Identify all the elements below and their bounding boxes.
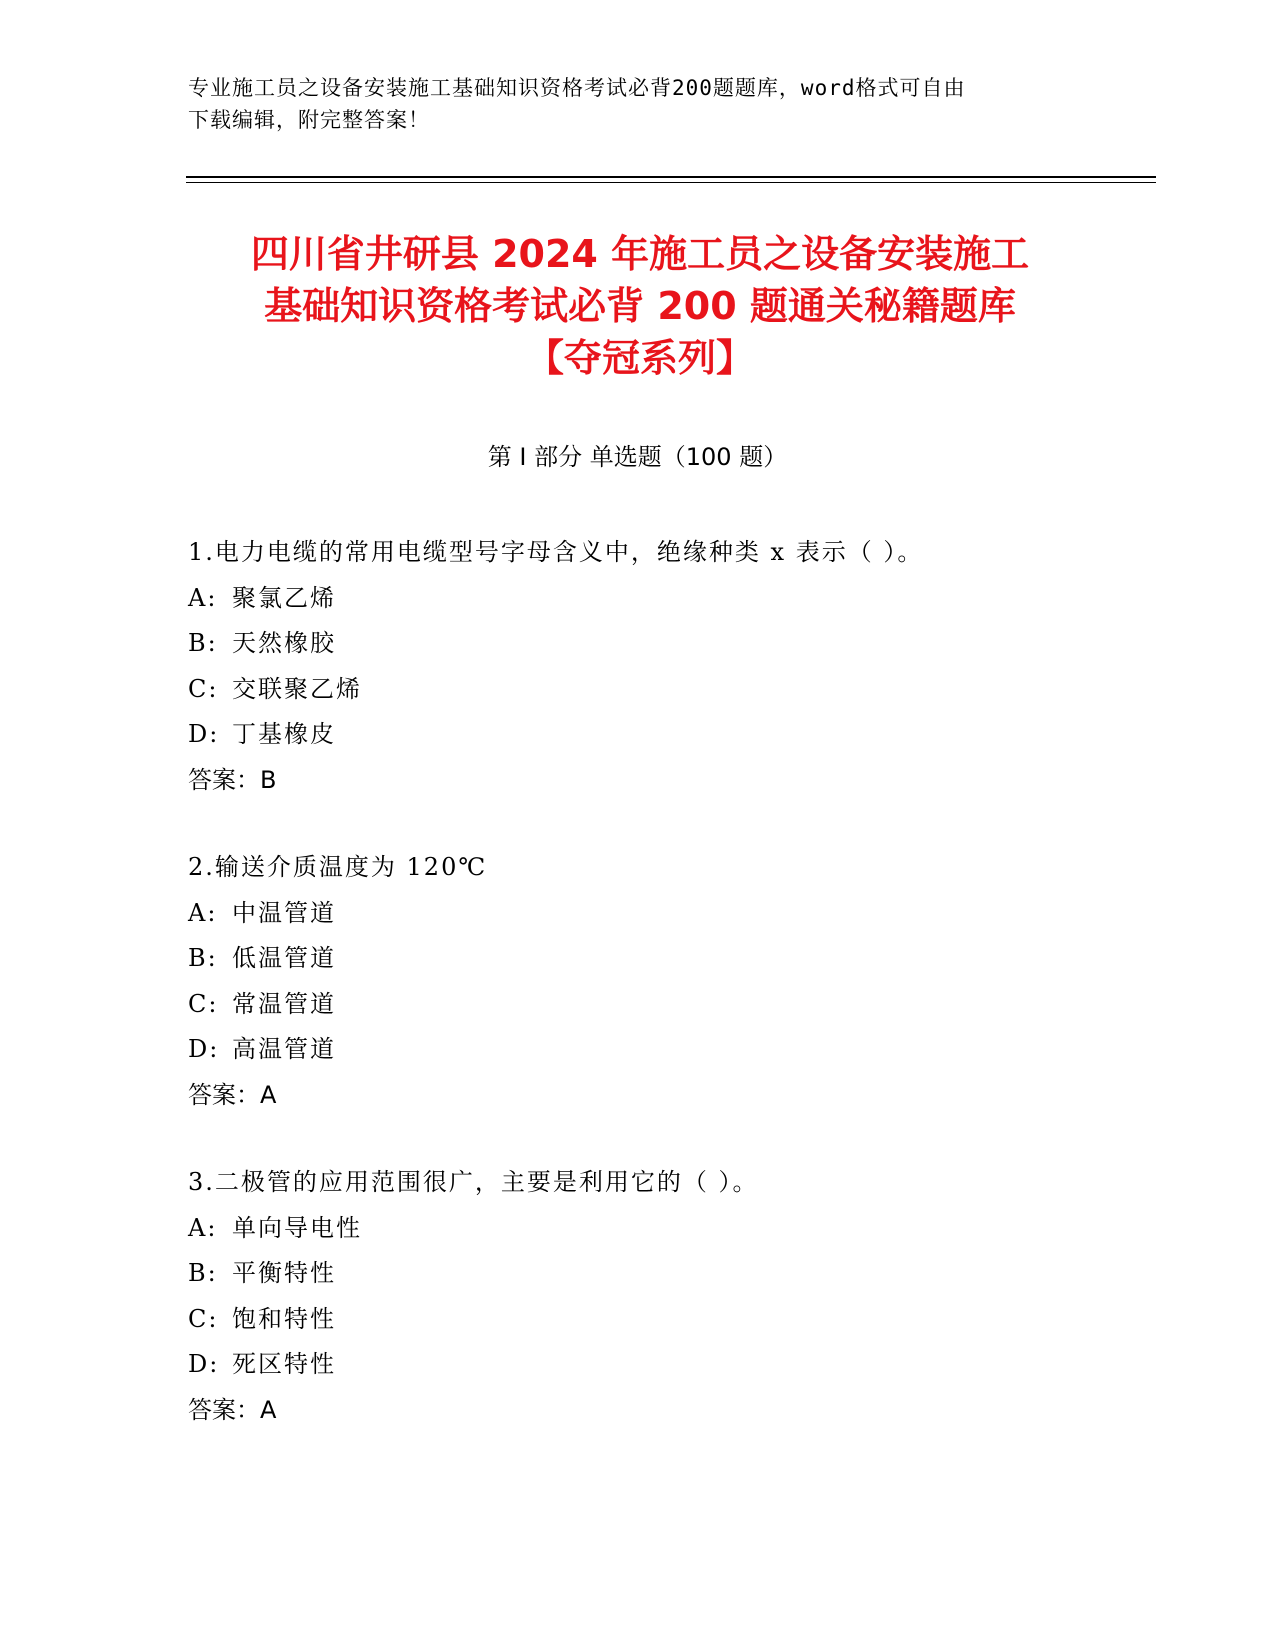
question-stem: 1.电力电缆的常用电缆型号字母含义中，绝缘种类 x 表示（ ）。 — [188, 538, 924, 566]
option-d — [188, 1027, 1148, 1073]
option-key: A: — [188, 898, 218, 927]
option-key: C: — [188, 989, 219, 1018]
header-divider-thin — [186, 182, 1156, 183]
option-d — [188, 1342, 1148, 1388]
option-a — [188, 1206, 1148, 1252]
section-title: 第 I 部分 单选题（100 题） — [487, 443, 788, 471]
option-key: B: — [188, 944, 218, 972]
document-title — [140, 228, 1140, 384]
option-text: 死区特性 — [232, 1350, 336, 1378]
option-c — [188, 667, 1148, 713]
option-b — [188, 1251, 1148, 1297]
option-text: 高温管道 — [232, 1035, 336, 1063]
option-a — [188, 576, 1148, 622]
question-3 — [188, 1160, 1148, 1433]
header-note-line1: 专业施工员之设备安装施工基础知识资格考试必背200题题库，word格式可自由 — [188, 76, 966, 100]
option-text: 常温管道 — [232, 989, 336, 1018]
option-key: D: — [188, 1035, 220, 1063]
option-text: 交联聚乙烯 — [232, 674, 362, 703]
option-d — [188, 712, 1148, 758]
option-a — [188, 891, 1148, 937]
header-note-line2: 下载编辑，附完整答案！ — [188, 108, 430, 132]
option-key: B: — [188, 1259, 218, 1287]
option-c — [188, 982, 1148, 1028]
option-text: 聚氯乙烯 — [232, 583, 336, 612]
question-stem: 2.输送介质温度为 120℃ — [188, 853, 488, 881]
question-stem: 3.二极管的应用范围很广，主要是利用它的（ ）。 — [188, 1168, 759, 1196]
question-list — [188, 530, 1148, 1475]
option-key: C: — [188, 674, 219, 703]
header-divider-thick — [186, 176, 1156, 178]
header-note — [188, 72, 1088, 136]
option-text: 单向导电性 — [232, 1213, 362, 1242]
option-key: A: — [188, 583, 218, 612]
answer: 答案：A — [188, 1395, 277, 1424]
option-key: B: — [188, 629, 218, 657]
title-line1: 四川省井研县 2024 年施工员之设备安装施工 — [250, 232, 1030, 276]
option-text: 平衡特性 — [232, 1259, 336, 1287]
question-1 — [188, 530, 1148, 803]
question-2 — [188, 845, 1148, 1118]
option-key: C: — [188, 1304, 219, 1333]
title-line3: 【夺冠系列】 — [525, 336, 754, 380]
option-text: 丁基橡皮 — [232, 720, 336, 748]
option-c — [188, 1297, 1148, 1343]
option-b — [188, 936, 1148, 982]
answer: 答案：A — [188, 1080, 277, 1109]
option-text: 饱和特性 — [232, 1304, 336, 1333]
option-text: 低温管道 — [232, 944, 336, 972]
title-line2: 基础知识资格考试必背 200 题通关秘籍题库 — [264, 284, 1016, 328]
option-text: 天然橡胶 — [232, 629, 336, 657]
option-key: D: — [188, 1350, 220, 1378]
option-text: 中温管道 — [232, 898, 336, 927]
option-b — [188, 621, 1148, 667]
option-key: D: — [188, 720, 220, 748]
option-key: A: — [188, 1213, 218, 1242]
answer: 答案：B — [188, 765, 277, 794]
